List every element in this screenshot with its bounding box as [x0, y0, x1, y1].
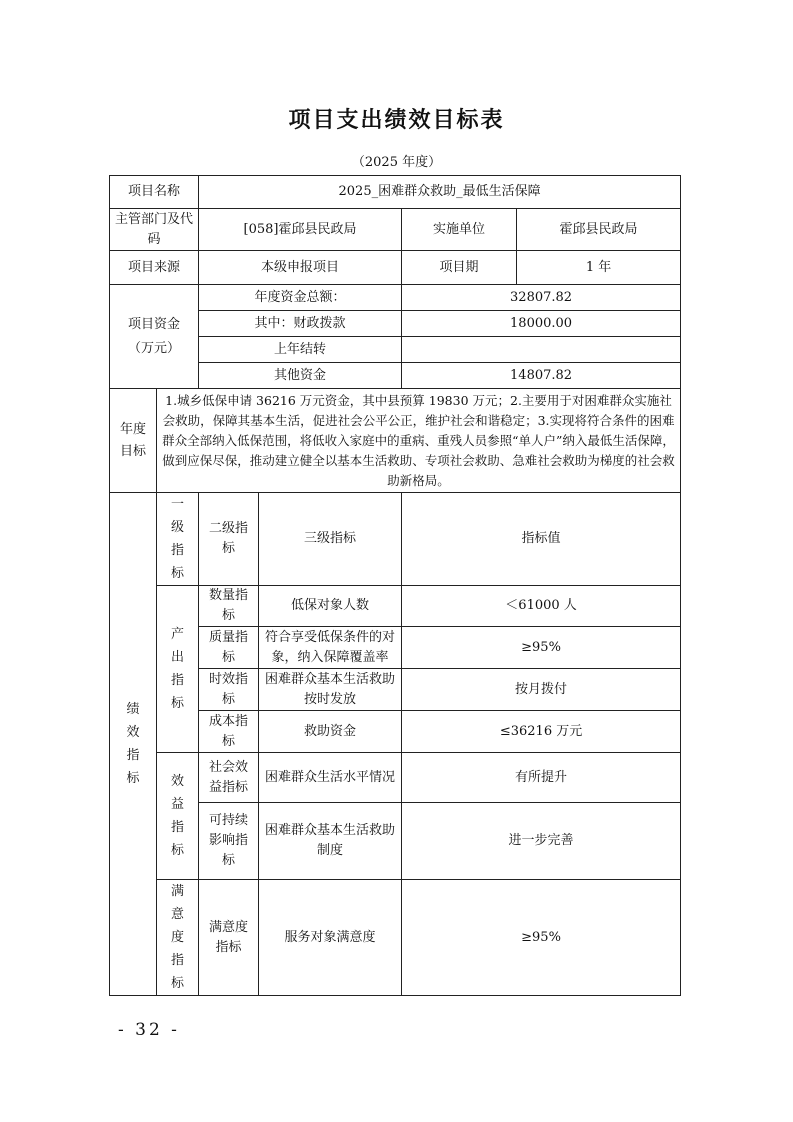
dept-label: 主管部门及代码 — [110, 209, 199, 251]
l3-cell: 服务对象满意度 — [259, 880, 402, 996]
value-cell: 有所提升 — [402, 753, 681, 803]
l3-cell: 救助资金 — [259, 711, 402, 753]
period-label: 项目期 — [402, 251, 517, 285]
performance-target-table — [109, 175, 681, 996]
table-row — [110, 753, 681, 803]
perf-label: 绩效指标 — [110, 493, 157, 996]
l1-output: 产出指标 — [157, 586, 199, 753]
unit-label: 实施单位 — [402, 209, 517, 251]
page-number: - 32 - — [118, 1020, 180, 1040]
l3-cell: 低保对象人数 — [259, 586, 402, 627]
annual-goal-text: 1.城乡低保申请 36216 万元资金，其中县预算 19830 万元；2.主要用于对困难群众实施社会救助，保障其基本生活，促进社会公平公正，维护社会和谐稳定；3.实现将符合条件的困难群众全部纳入低保范围，将低收入家庭中的重病、重残人员参照“单人户”纳入最低生活保障，做到应保尽保，推动建立健全以基本生活救助、专项社会救助、急难社会救助为梯度的社会救助新格局。 — [157, 389, 681, 493]
period-value: 1 年 — [517, 251, 681, 285]
project-name-row — [110, 176, 681, 209]
l2-cell: 成本指标 — [199, 711, 259, 753]
annual-goal-label: 年度目标 — [110, 389, 157, 493]
header-l1: 一级指标 — [157, 493, 199, 586]
value-cell: ≥95% — [402, 880, 681, 996]
header-l2: 二级指标 — [199, 493, 259, 586]
l1-satisfaction: 满意度指标 — [157, 880, 199, 996]
funds-row — [110, 285, 681, 311]
dept-value: [058]霍邱县民政局 — [199, 209, 402, 251]
table-row — [110, 586, 681, 627]
funds-total-value: 32807.82 — [402, 285, 681, 311]
indicator-header-row — [110, 493, 681, 586]
funds-fiscal-label: 其中：财政拨款 — [199, 311, 402, 337]
dept-row — [110, 209, 681, 251]
l2-cell: 数量指标 — [199, 586, 259, 627]
value-cell: ≤36216 万元 — [402, 711, 681, 753]
page-title: 项目支出绩效目标表 — [288, 108, 505, 133]
l3-cell: 困难群众生活水平情况 — [259, 753, 402, 803]
source-label: 项目来源 — [110, 251, 199, 285]
l3-cell: 困难群众基本生活救助按时发放 — [259, 669, 402, 711]
fiscal-year: （2025 年度） — [351, 155, 442, 170]
funds-carryover-value — [402, 337, 681, 363]
l2-cell: 社会效益指标 — [199, 753, 259, 803]
value-cell: 按月拨付 — [402, 669, 681, 711]
l2-cell: 可持续影响指标 — [199, 803, 259, 880]
funds-carryover-label: 上年结转 — [199, 337, 402, 363]
l1-benefit: 效益指标 — [157, 753, 199, 880]
annual-goal-row — [110, 389, 681, 493]
funds-other-value: 14807.82 — [402, 363, 681, 389]
funds-total-label: 年度资金总额： — [199, 285, 402, 311]
project-name-value: 2025_困难群众救助_最低生活保障 — [199, 176, 681, 209]
value-cell: 进一步完善 — [402, 803, 681, 880]
header-l3: 三级指标 — [259, 493, 402, 586]
value-cell: ≥95% — [402, 627, 681, 669]
value-cell: ＜61000 人 — [402, 586, 681, 627]
l2-cell: 质量指标 — [199, 627, 259, 669]
l3-cell: 困难群众基本生活救助制度 — [259, 803, 402, 880]
l2-cell: 满意度指标 — [199, 880, 259, 996]
unit-value: 霍邱县民政局 — [517, 209, 681, 251]
project-name-label: 项目名称 — [110, 176, 199, 209]
header-value: 指标值 — [402, 493, 681, 586]
source-value: 本级申报项目 — [199, 251, 402, 285]
l3-cell: 符合享受低保条件的对象，纳入保障覆盖率 — [259, 627, 402, 669]
funds-fiscal-value: 18000.00 — [402, 311, 681, 337]
source-row — [110, 251, 681, 285]
table-row — [110, 880, 681, 996]
l2-cell: 时效指标 — [199, 669, 259, 711]
funds-other-label: 其他资金 — [199, 363, 402, 389]
funds-label: 项目资金（万元） — [110, 285, 199, 389]
